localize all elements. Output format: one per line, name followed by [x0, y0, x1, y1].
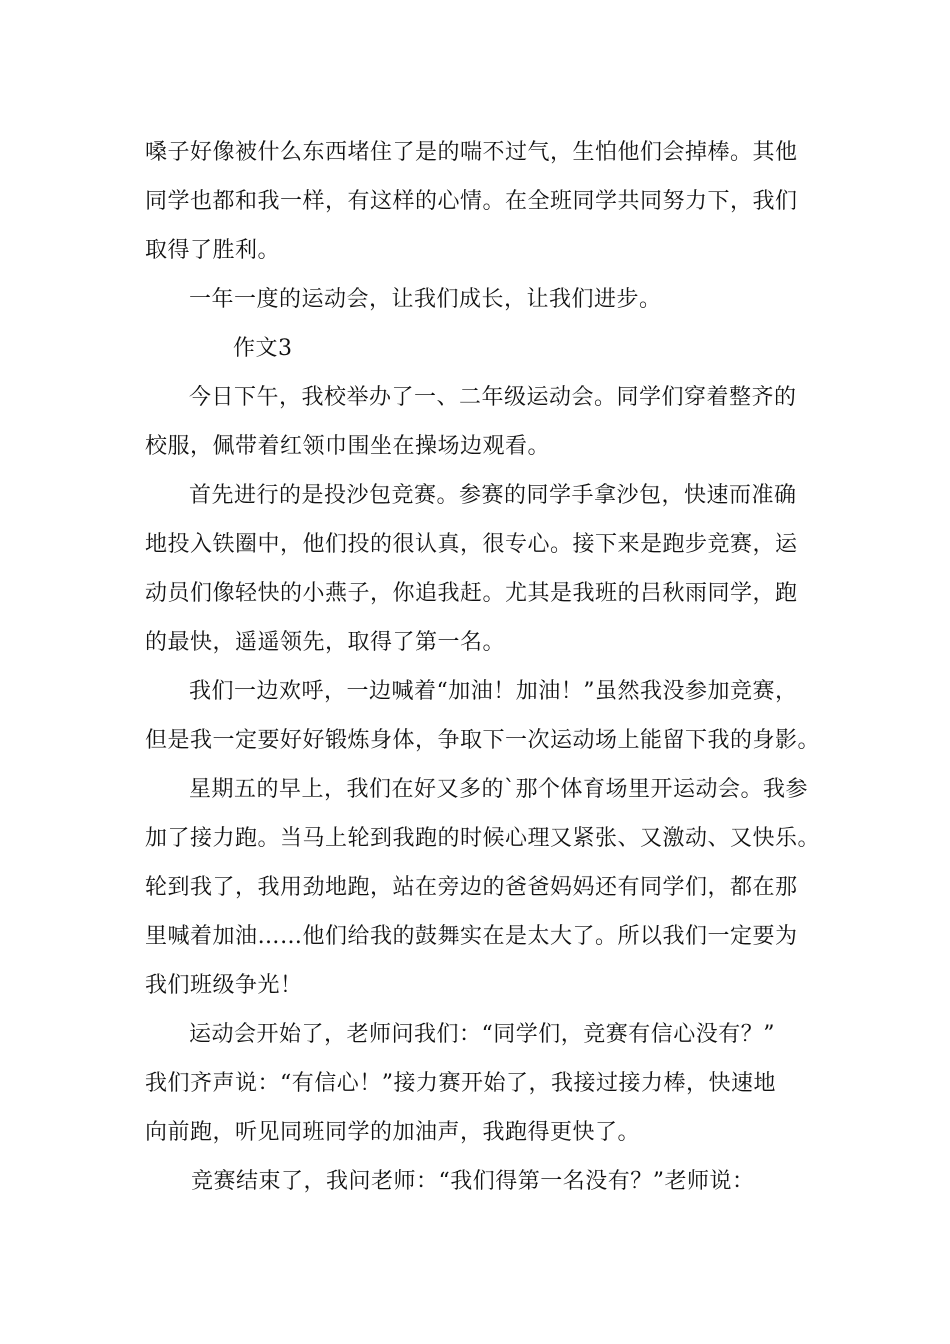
text-line: 我们班级争光！ — [145, 973, 303, 998]
text-line: 同学也都和我一样，有这样的心情。在全班同学共同努力下，我们 — [145, 189, 798, 214]
paragraph-6 — [145, 765, 821, 1010]
text-line: 里喊着加油……他们给我的鼓舞实在是太大了。所以我们一定要为 — [145, 924, 798, 949]
text-line: 向前跑，听见同班同学的加油声，我跑得更快了。 — [145, 1120, 641, 1145]
section-heading — [145, 324, 810, 373]
paragraph-8 — [145, 1157, 810, 1206]
heading-text: 作文3 — [233, 336, 293, 361]
paragraph-5 — [145, 667, 821, 765]
paragraph-3 — [145, 373, 810, 471]
text-line: 今日下午，我校举办了一、二年级运动会。同学们穿着整齐的 — [189, 385, 797, 410]
text-line: 取得了胜利。 — [145, 238, 281, 263]
text-line: 竞赛结束了，我问老师：“我们得第一名没有？”老师说： — [191, 1169, 755, 1194]
paragraph-7 — [145, 1010, 810, 1157]
text-line: 但是我一定要好好锻炼身体，争取下一次运动场上能留下我的身影。 — [145, 728, 821, 753]
text-line: 的最快，遥遥领先，取得了第一名。 — [145, 630, 506, 655]
text-line: 动员们像轻快的小燕子，你追我赶。尤其是我班的吕秋雨同学，跑 — [145, 581, 798, 606]
text-line: 地投入铁圈中，他们投的很认真，很专心。接下来是跑步竞赛，运 — [145, 532, 798, 557]
text-line: 轮到我了，我用劲地跑，站在旁边的爸爸妈妈还有同学们，都在那 — [145, 875, 798, 900]
text-line: 嗓子好像被什么东西堵住了是的喘不过气，生怕他们会掉棒。其他 — [145, 140, 798, 165]
text-line: 我们齐声说：“有信心！”接力赛开始了，我接过接力棒，快速地 — [145, 1071, 776, 1096]
text-line: 星期五的早上，我们在好又多的`那个体育场里开运动会。我参 — [189, 777, 809, 802]
text-line: 加了接力跑。当马上轮到我跑的时候心理又紧张、又激动、又快乐。 — [145, 826, 821, 851]
text-line: 首先进行的是投沙包竞赛。参赛的同学手拿沙包，快速而准确 — [189, 483, 797, 508]
paragraph-1 — [145, 128, 810, 275]
paragraph-2 — [145, 275, 810, 324]
text-line: 运动会开始了，老师问我们：“同学们，竞赛有信心没有？” — [189, 1022, 775, 1047]
text-line: 一年一度的运动会，让我们成长，让我们进步。 — [189, 287, 662, 312]
text-line: 校服，佩带着红领巾围坐在操场边观看。 — [145, 434, 551, 459]
paragraph-4 — [145, 471, 810, 667]
text-line: 我们一边欢呼，一边喊着“加油！加油！”虽然我没参加竞赛， — [189, 679, 798, 704]
document-body — [145, 128, 821, 1206]
